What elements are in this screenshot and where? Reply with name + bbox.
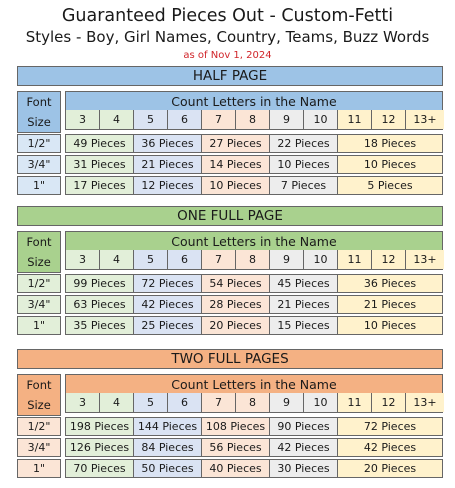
pieces-cell: 10 Pieces [338, 317, 442, 334]
date-note: as of Nov 1, 2024 [183, 50, 272, 61]
letter-count-cell: 8 [236, 110, 270, 129]
font-size-cell: 1/2" [17, 274, 61, 293]
letter-count-cell: 11 [338, 393, 372, 412]
pieces-cell: 25 Pieces [134, 317, 202, 334]
pieces-cell: 15 Pieces [270, 317, 338, 334]
size-label: Size [27, 115, 51, 129]
pieces-cell: 21 Pieces [270, 296, 338, 313]
pieces-cell: 198 Pieces [66, 418, 134, 435]
pieces-cell: 72 Pieces [134, 275, 202, 292]
table-row [17, 316, 443, 335]
letter-count-cell: 5 [134, 393, 168, 412]
pieces-cell: 17 Pieces [66, 177, 134, 194]
pieces-cell: 21 Pieces [134, 156, 202, 173]
table-row [17, 295, 443, 314]
font-label: Font [26, 378, 52, 392]
letter-count-cell: 12 [372, 393, 406, 412]
letter-count-cell: 4 [100, 110, 134, 129]
letter-count-cell: 7 [202, 110, 236, 129]
pieces-values [65, 155, 443, 174]
table-row [17, 438, 443, 457]
section-header: ONE FULL PAGE [17, 206, 443, 226]
font-size-cell: 1" [17, 459, 61, 478]
pricing-section [17, 66, 443, 196]
pieces-cell: 45 Pieces [270, 275, 338, 292]
pieces-cell: 20 Pieces [338, 460, 442, 477]
letter-count-cell: 6 [168, 250, 202, 269]
pieces-cell: 49 Pieces [66, 135, 134, 152]
letter-count-cell: 4 [100, 250, 134, 269]
table-row [17, 134, 443, 153]
letter-count-cell: 7 [202, 250, 236, 269]
letter-count-cell: 8 [236, 393, 270, 412]
pieces-cell: 36 Pieces [134, 135, 202, 152]
pieces-cell: 108 Pieces [202, 418, 270, 435]
pieces-cell: 28 Pieces [202, 296, 270, 313]
pieces-cell: 126 Pieces [66, 439, 134, 456]
pieces-cell: 144 Pieces [134, 418, 202, 435]
pieces-cell: 56 Pieces [202, 439, 270, 456]
pieces-values [65, 295, 443, 314]
letter-count-cell: 13+ [406, 393, 444, 412]
size-label: Size [27, 255, 51, 269]
pieces-cell: 70 Pieces [66, 460, 134, 477]
pieces-cell: 99 Pieces [66, 275, 134, 292]
letter-count-cell: 9 [270, 393, 304, 412]
font-size-cell: 3/4" [17, 438, 61, 457]
pieces-cell: 35 Pieces [66, 317, 134, 334]
letter-count-cell: 6 [168, 393, 202, 412]
letter-count-cell: 8 [236, 250, 270, 269]
letter-count-cell: 4 [100, 393, 134, 412]
table-row [17, 417, 443, 436]
letter-count-cell: 3 [66, 110, 100, 129]
letter-count-cell: 13+ [406, 110, 444, 129]
pieces-cell: 90 Pieces [270, 418, 338, 435]
letter-count-cell: 9 [270, 110, 304, 129]
pieces-cell: 12 Pieces [134, 177, 202, 194]
letter-count-row [65, 250, 443, 270]
pieces-cell: 42 Pieces [338, 439, 442, 456]
pieces-cell: 30 Pieces [270, 460, 338, 477]
letter-count-cell: 7 [202, 393, 236, 412]
font-size-header [17, 231, 61, 273]
pricing-section [17, 349, 443, 479]
letter-count-cell: 12 [372, 250, 406, 269]
letter-count-cell: 3 [66, 250, 100, 269]
table-row [17, 176, 443, 195]
letter-count-cell: 13+ [406, 250, 444, 269]
count-letters-header: Count Letters in the Name [65, 231, 443, 252]
font-size-cell: 3/4" [17, 155, 61, 174]
pieces-cell: 27 Pieces [202, 135, 270, 152]
font-size-cell: 1" [17, 176, 61, 195]
pieces-values [65, 459, 443, 478]
letter-count-row [65, 393, 443, 413]
size-label: Size [27, 398, 51, 412]
count-letters-header: Count Letters in the Name [65, 91, 443, 112]
pieces-values [65, 316, 443, 335]
pieces-values [65, 274, 443, 293]
pieces-cell: 14 Pieces [202, 156, 270, 173]
letter-count-cell: 5 [134, 110, 168, 129]
pieces-cell: 20 Pieces [202, 317, 270, 334]
pieces-cell: 22 Pieces [270, 135, 338, 152]
page-title: Guaranteed Pieces Out - Custom-Fetti [61, 6, 394, 26]
section-header: HALF PAGE [17, 66, 443, 86]
letter-count-cell: 11 [338, 250, 372, 269]
pieces-cell: 50 Pieces [134, 460, 202, 477]
letter-count-cell: 3 [66, 393, 100, 412]
pieces-cell: 21 Pieces [338, 296, 442, 313]
count-letters-header: Count Letters in the Name [65, 374, 443, 395]
pieces-cell: 42 Pieces [270, 439, 338, 456]
pieces-values [65, 417, 443, 436]
pieces-values [65, 176, 443, 195]
font-label: Font [26, 235, 52, 249]
letter-count-cell: 10 [304, 393, 338, 412]
table-row [17, 155, 443, 174]
font-label: Font [26, 95, 52, 109]
pieces-cell: 10 Pieces [270, 156, 338, 173]
pieces-values [65, 438, 443, 457]
pieces-cell: 10 Pieces [338, 156, 442, 173]
pieces-cell: 54 Pieces [202, 275, 270, 292]
letter-count-cell: 9 [270, 250, 304, 269]
pieces-cell: 31 Pieces [66, 156, 134, 173]
section-header: TWO FULL PAGES [17, 349, 443, 369]
pieces-cell: 40 Pieces [202, 460, 270, 477]
pieces-cell: 18 Pieces [338, 135, 442, 152]
pieces-cell: 7 Pieces [270, 177, 338, 194]
pieces-cell: 42 Pieces [134, 296, 202, 313]
pieces-cell: 72 Pieces [338, 418, 442, 435]
letter-count-cell: 10 [304, 110, 338, 129]
font-size-cell: 1/2" [17, 134, 61, 153]
font-size-header [17, 91, 61, 133]
font-size-cell: 3/4" [17, 295, 61, 314]
pieces-cell: 63 Pieces [66, 296, 134, 313]
font-size-cell: 1" [17, 316, 61, 335]
pricing-section [17, 206, 443, 336]
letter-count-cell: 10 [304, 250, 338, 269]
table-row [17, 459, 443, 478]
letter-count-cell: 12 [372, 110, 406, 129]
font-size-cell: 1/2" [17, 417, 61, 436]
pieces-cell: 84 Pieces [134, 439, 202, 456]
pieces-cell: 10 Pieces [202, 177, 270, 194]
page-subtitle: Styles - Boy, Girl Names, Country, Teams, Buzz Words [25, 28, 430, 46]
letter-count-cell: 5 [134, 250, 168, 269]
font-size-header [17, 374, 61, 416]
letter-count-cell: 11 [338, 110, 372, 129]
pieces-cell: 5 Pieces [338, 177, 442, 194]
letter-count-cell: 6 [168, 110, 202, 129]
pieces-values [65, 134, 443, 153]
table-row [17, 274, 443, 293]
pieces-cell: 36 Pieces [338, 275, 442, 292]
letter-count-row [65, 110, 443, 130]
